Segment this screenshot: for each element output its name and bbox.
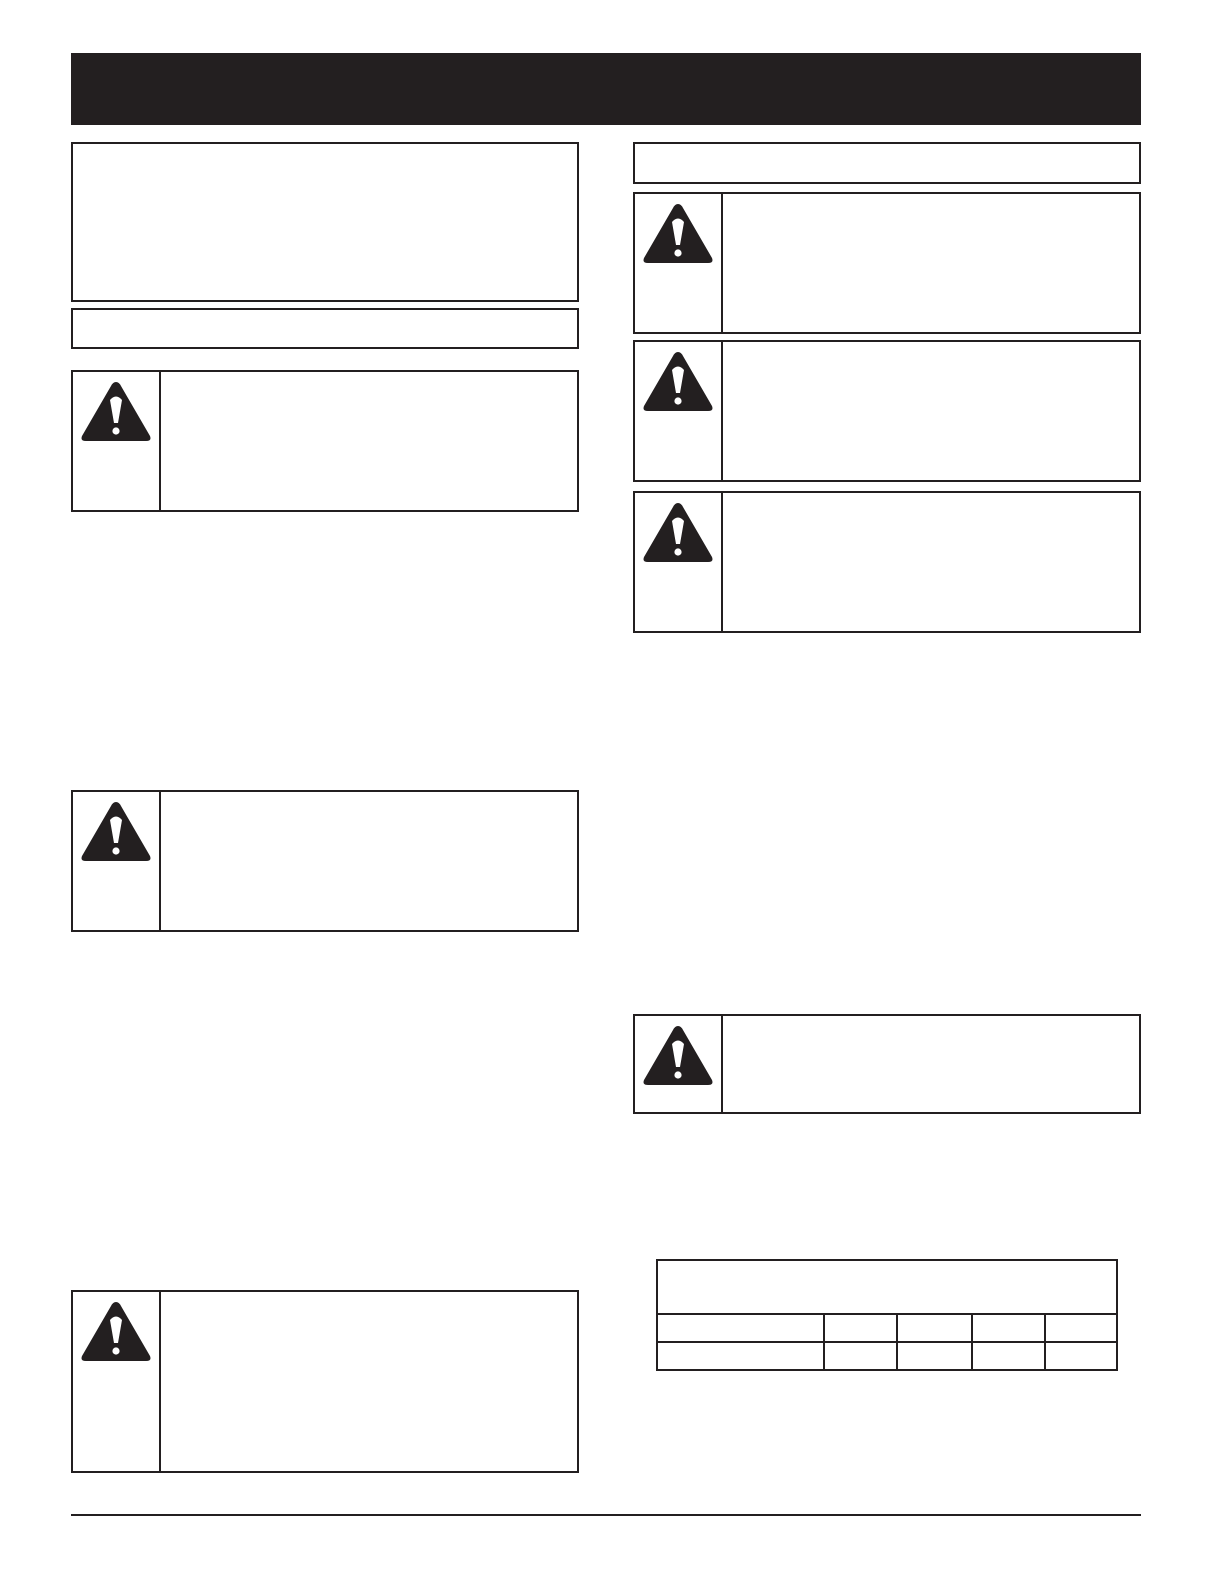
- exclamation-dot: [112, 847, 119, 854]
- warning-box-right-3: [633, 491, 1141, 633]
- warning-icon-cell: [635, 342, 723, 480]
- table-cell: [657, 1342, 824, 1370]
- warning-box-right-4: [633, 1014, 1141, 1114]
- page-header-bar: [71, 53, 1141, 125]
- warning-box-right-2: [633, 340, 1141, 482]
- warning-triangle-icon: [79, 378, 153, 446]
- exclamation-dot: [112, 427, 119, 434]
- warning-icon-cell: [73, 1292, 161, 1471]
- table-cell: [1045, 1314, 1117, 1342]
- section-heading-box-right: [633, 142, 1141, 184]
- section-heading-box-left: [71, 308, 579, 349]
- exclamation-dot: [674, 548, 681, 555]
- footer-rule: [71, 1514, 1141, 1516]
- warning-icon-cell: [73, 372, 161, 510]
- warning-icon-cell: [635, 194, 723, 332]
- table-cell: [897, 1314, 972, 1342]
- warning-box-left-3: [71, 1290, 579, 1473]
- warning-box-right-1: [633, 192, 1141, 334]
- warning-box-left-2: [71, 790, 579, 932]
- table-cell: [824, 1314, 897, 1342]
- warning-box-left-1: [71, 370, 579, 512]
- warning-icon-cell: [635, 493, 723, 631]
- spec-table: [656, 1313, 1118, 1371]
- warning-triangle-icon: [641, 1022, 715, 1090]
- intro-box: [71, 142, 579, 302]
- exclamation-dot: [674, 249, 681, 256]
- spec-table-block: [656, 1259, 1118, 1371]
- table-cell: [657, 1314, 824, 1342]
- table-cell: [897, 1342, 972, 1370]
- spec-table-caption: [656, 1259, 1118, 1313]
- warning-triangle-icon: [641, 348, 715, 416]
- table-row: [657, 1314, 1117, 1342]
- warning-icon-cell: [635, 1016, 723, 1112]
- table-cell: [824, 1342, 897, 1370]
- table-row: [657, 1342, 1117, 1370]
- table-cell: [972, 1342, 1046, 1370]
- table-cell: [972, 1314, 1046, 1342]
- warning-triangle-icon: [79, 798, 153, 866]
- warning-triangle-icon: [79, 1298, 153, 1366]
- table-cell: [1045, 1342, 1117, 1370]
- warning-icon-cell: [73, 792, 161, 930]
- warning-triangle-icon: [641, 200, 715, 268]
- warning-triangle-icon: [641, 499, 715, 567]
- exclamation-dot: [674, 397, 681, 404]
- exclamation-dot: [674, 1071, 681, 1078]
- exclamation-dot: [112, 1347, 119, 1354]
